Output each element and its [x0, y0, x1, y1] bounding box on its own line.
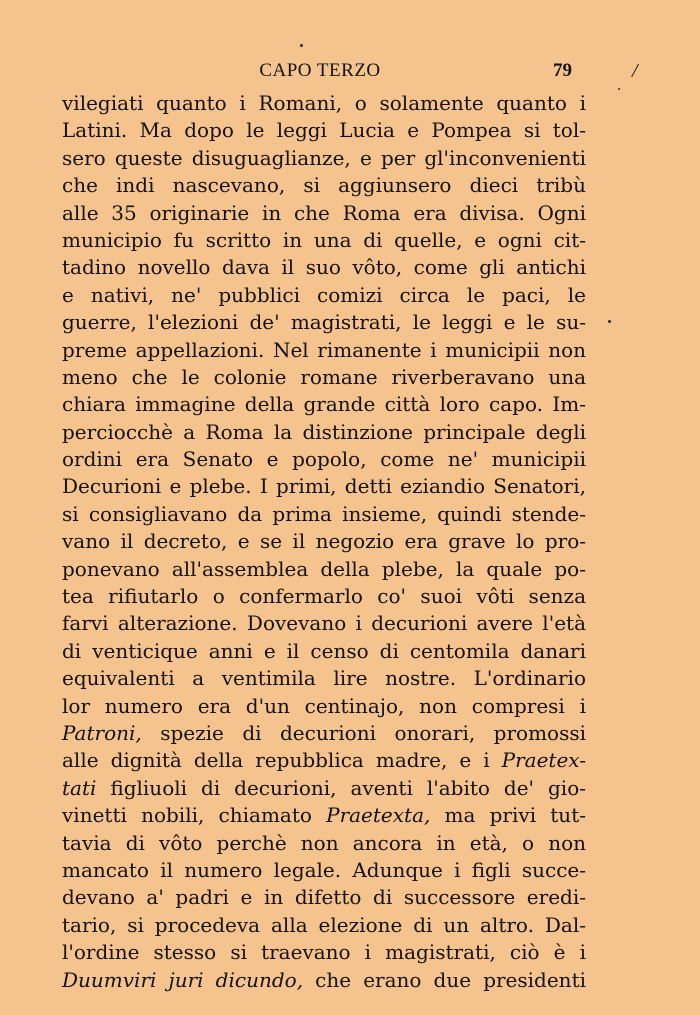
text-segment: e nativi, ne' pubblici comizi circa le paci, le — [62, 282, 586, 307]
text-segment: ponevano all'assemblea della plebe, la quale po- — [62, 556, 586, 581]
text-line — [62, 747, 586, 774]
text-segment: tavia di vôto perchè non ancora in età, o non — [62, 830, 586, 855]
text-line — [62, 967, 586, 994]
text-segment: chiara immagine della grande città loro capo. Im- — [62, 392, 586, 417]
text-line — [62, 583, 586, 610]
text-line — [62, 254, 586, 281]
chapter-title: CAPO TERZO — [259, 60, 381, 81]
text-segment: si consigliavano da prima insieme, quindi stende- — [62, 501, 586, 526]
text-segment: alle dignità della repubblica madre, e i — [62, 748, 502, 773]
text-line — [62, 857, 586, 884]
margin-mark: / — [632, 60, 638, 82]
text-line — [62, 720, 586, 747]
ink-speck — [618, 88, 620, 90]
text-segment: alle 35 originarie in che Roma era divisa. Ogni — [62, 200, 586, 225]
body-text — [62, 90, 586, 994]
text-segment: sero queste disuguaglianze, e per gl'inconvenienti — [62, 145, 586, 170]
text-segment: tea rifiutarlo o confermarlo co' suoi vôti senza — [62, 584, 586, 609]
text-segment: municipio fu scritto in una di quelle, e ogni cit- — [62, 227, 586, 252]
text-line — [62, 200, 586, 227]
text-line — [62, 145, 586, 172]
text-segment: lor numero era d'un centinajo, non compresi i — [62, 693, 586, 718]
italic-text: Duumviri juri dicundo, — [62, 967, 304, 992]
text-line — [62, 556, 586, 583]
text-segment: farvi alterazione. Dovevano i decurioni avere l'età — [62, 611, 586, 636]
italic-text: tati — [62, 775, 97, 800]
text-line — [62, 117, 586, 144]
text-segment: preme appellazioni. Nel rimanente i municipii non — [62, 337, 586, 362]
text-segment: vinetti nobili, chiamato — [62, 803, 327, 828]
text-line — [62, 775, 586, 802]
italic-text: Praetex- — [501, 748, 586, 773]
running-head — [60, 60, 580, 86]
text-segment: ordini era Senato e popolo, come ne' municipii — [62, 447, 586, 472]
text-line — [62, 912, 586, 939]
text-line — [62, 282, 586, 309]
text-line — [62, 939, 586, 966]
text-line — [62, 884, 586, 911]
text-line — [62, 419, 586, 446]
text-segment: tadino novello dava il suo vôto, come gli antichi — [62, 255, 586, 280]
text-line — [62, 693, 586, 720]
page-number: 79 — [553, 60, 572, 81]
text-line — [62, 172, 586, 199]
text-segment: tario, si procedeva alla elezione di un altro. Dal- — [62, 912, 586, 937]
text-segment: perciocchè a Roma la distinzione principale degli — [62, 419, 586, 444]
text-segment: Decurioni e plebe. I primi, detti eziandio Senatori, — [62, 474, 586, 499]
text-line — [62, 802, 586, 829]
text-segment: equivalenti a ventimila lire nostre. L'ordinario — [62, 666, 586, 691]
text-segment: figliuoli di decurioni, aventi l'abito de' gio- — [96, 775, 586, 800]
text-line — [62, 638, 586, 665]
text-segment: mancato il numero legale. Adunque i figli succe- — [62, 857, 586, 882]
text-segment: che indi nascevano, si aggiunsero dieci tribù — [62, 173, 586, 198]
text-segment: di venticique anni e il censo di centomila danari — [62, 638, 586, 663]
text-line — [62, 90, 586, 117]
text-line — [62, 391, 586, 418]
text-line — [62, 830, 586, 857]
ink-speck — [608, 320, 611, 323]
text-line — [62, 610, 586, 637]
text-line — [62, 364, 586, 391]
italic-text: Patroni, — [62, 720, 142, 745]
text-line — [62, 665, 586, 692]
text-line — [62, 528, 586, 555]
text-line — [62, 501, 586, 528]
text-line — [62, 309, 586, 336]
text-segment: l'ordine stesso si traevano i magistrati, ciò è i — [62, 940, 586, 965]
text-line — [62, 473, 586, 500]
text-segment: vano il decreto, e se il negozio era grave lo pro- — [62, 529, 586, 554]
text-segment: ma privi tut- — [430, 803, 586, 828]
italic-text: Praetexta, — [326, 803, 431, 828]
ink-speck — [300, 44, 303, 47]
text-line — [62, 227, 586, 254]
text-segment: meno che le colonie romane riverberavano una — [62, 364, 586, 389]
text-segment: devano a' padri e in difetto di successore eredi- — [62, 885, 586, 910]
text-line — [62, 446, 586, 473]
text-segment: spezie di decurioni onorari, promossi — [141, 720, 586, 745]
text-line — [62, 337, 586, 364]
text-segment: Latini. Ma dopo le leggi Lucia e Pompea si tol- — [62, 118, 586, 143]
text-segment: che erano due presidenti — [303, 967, 586, 992]
text-segment: vilegiati quanto i Romani, o solamente quanto i — [62, 91, 586, 115]
text-segment: guerre, l'elezioni de' magistrati, le leggi e le su- — [62, 310, 586, 335]
